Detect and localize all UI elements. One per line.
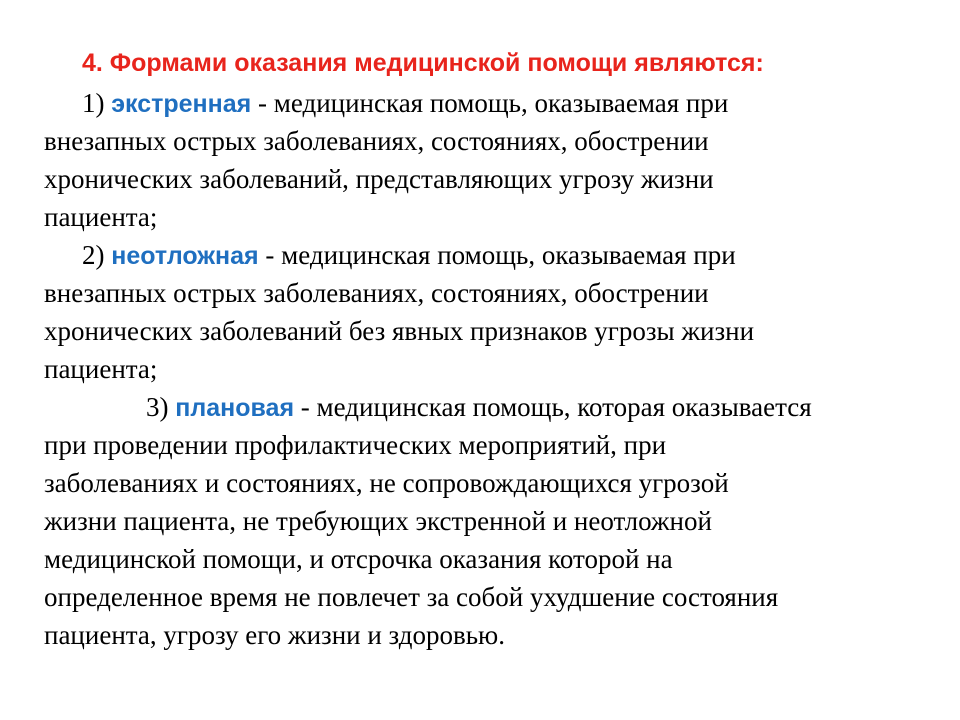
item-2-term: неотложная	[111, 242, 259, 270]
item-3-line: пациента, угрозу его жизни и здоровью.	[44, 620, 505, 650]
item-2-line: внезапных острых заболеваниях, состояниях, обострении	[44, 278, 709, 308]
item-3-line: жизни пациента, не требующих экстренной и неотложной	[44, 506, 712, 536]
item-1-line: пациента;	[44, 202, 158, 232]
item-3-term: плановая	[175, 394, 295, 422]
item-2-definition-start: - медицинская помощь, оказываемая при	[258, 240, 736, 270]
item-1-first-line	[82, 84, 728, 123]
item-2-line: пациента;	[44, 354, 158, 384]
item-3-line: заболеваниях и состояниях, не сопровождающихся угрозой	[44, 468, 729, 498]
item-1-line: внезапных острых заболеваниях, состояниях, обострении	[44, 126, 709, 156]
slide-heading: 4. Формами оказания медицинской помощи являются:	[82, 49, 764, 77]
item-3-line: определенное время не повлечет за собой ухудшение состояния	[44, 582, 779, 612]
item-2-line: хронических заболеваний без явных признаков угрозы жизни	[44, 316, 755, 346]
item-3-line: медицинской помощи, и отсрочка оказания которой на	[44, 544, 673, 574]
item-3-first-line	[146, 388, 812, 427]
item-1-definition-start: - медицинская помощь, оказываемая при	[251, 88, 729, 118]
item-1-number: 1)	[82, 88, 105, 118]
item-1-term: экстренная	[111, 90, 252, 118]
item-1-line: хронических заболеваний, представляющих угрозу жизни	[44, 164, 714, 194]
item-3-line: при проведении профилактических мероприятий, при	[44, 430, 667, 460]
item-3-number: 3)	[146, 392, 169, 422]
item-2-number: 2)	[82, 240, 105, 270]
item-3-definition-start: - медицинская помощь, которая оказывается	[294, 392, 812, 422]
item-2-first-line	[82, 236, 736, 275]
